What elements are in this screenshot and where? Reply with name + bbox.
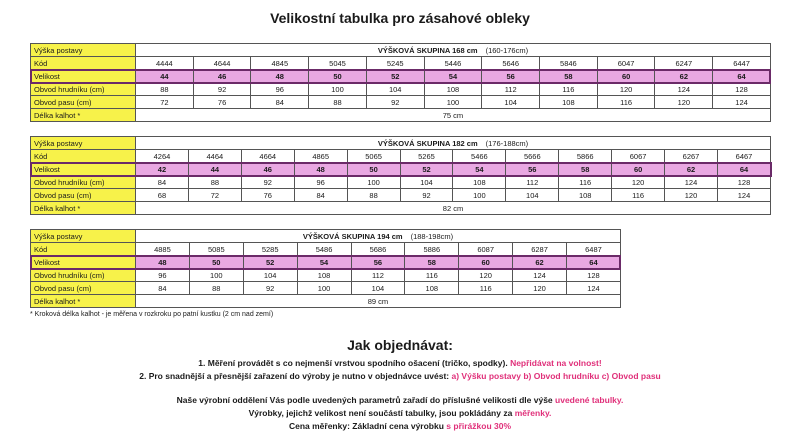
order-line-4-text: Výrobky, jejichž velikost není součástí tabulky, jsou pokládány za [248, 408, 513, 418]
code-cell: 6287 [513, 243, 567, 256]
size-row-label: Velikost [31, 163, 136, 176]
code-cell: 5446 [424, 57, 482, 70]
code-cell: 4845 [251, 57, 309, 70]
height-row-label: Výška postavy [31, 230, 136, 243]
order-line-3-red: uvedené tabulky. [555, 395, 624, 405]
chest-row [31, 269, 621, 282]
size-cell: 42 [136, 163, 189, 176]
pants-row-label: Délka kalhot * [31, 202, 136, 215]
size-cell: 44 [188, 163, 241, 176]
size-table-194 [30, 229, 621, 308]
code-row-label: Kód [31, 243, 136, 256]
chest-cell: 120 [459, 269, 513, 282]
code-row-label: Kód [31, 57, 136, 70]
code-cell: 5666 [506, 150, 559, 163]
chest-cell: 84 [136, 176, 189, 189]
chest-cell: 100 [347, 176, 400, 189]
size-cell: 58 [405, 256, 459, 269]
waist-cell: 124 [713, 96, 771, 109]
waist-cell: 124 [567, 282, 621, 295]
code-cell: 5245 [366, 57, 424, 70]
order-line-5-red: s přirážkou 30% [446, 421, 512, 431]
size-cell: 60 [597, 70, 655, 83]
size-cell: 46 [241, 163, 294, 176]
height-row [31, 137, 771, 150]
chest-cell: 124 [665, 176, 718, 189]
chest-cell: 120 [597, 83, 655, 96]
size-cell: 44 [136, 70, 194, 83]
size-cell: 58 [540, 70, 598, 83]
code-cell: 5466 [453, 150, 506, 163]
waist-cell: 116 [459, 282, 513, 295]
chest-cell: 92 [241, 176, 294, 189]
order-line-3-text: Naše výrobní oddělení Vás podle uvedených parametrů zařadí do příslušné velikosti dle výše [176, 395, 553, 405]
code-row [31, 57, 771, 70]
size-cell: 54 [424, 70, 482, 83]
chest-cell: 88 [188, 176, 241, 189]
size-row [31, 70, 771, 83]
waist-cell: 84 [294, 189, 347, 202]
chest-cell: 112 [506, 176, 559, 189]
size-cell: 46 [193, 70, 251, 83]
height-group-name: VÝŠKOVÁ SKUPINA 168 cm [377, 45, 478, 55]
chest-cell: 108 [297, 269, 351, 282]
waist-cell: 116 [597, 96, 655, 109]
pants-row [31, 202, 771, 215]
chest-cell: 128 [713, 83, 771, 96]
chest-cell: 128 [567, 269, 621, 282]
waist-cell: 84 [136, 282, 190, 295]
chest-cell: 108 [424, 83, 482, 96]
order-line-2 [0, 371, 800, 381]
height-group-range: (176-188cm) [485, 138, 529, 148]
code-cell: 5686 [351, 243, 405, 256]
height-row-label: Výška postavy [31, 44, 136, 57]
pants-length: 89 cm [136, 295, 621, 308]
code-cell: 4444 [136, 57, 194, 70]
waist-cell: 72 [188, 189, 241, 202]
size-cell: 62 [513, 256, 567, 269]
chest-cell: 120 [612, 176, 665, 189]
size-cell: 64 [567, 256, 621, 269]
code-cell: 5045 [309, 57, 367, 70]
code-cell: 6087 [459, 243, 513, 256]
waist-cell: 88 [309, 96, 367, 109]
code-cell: 6067 [612, 150, 665, 163]
code-cell: 6467 [717, 150, 770, 163]
order-line-2-text: 2. Pro snadnější a přesnější zařazení do výroby je nutno v objednávce uvést: [139, 371, 450, 381]
pants-row [31, 109, 771, 122]
height-group [136, 44, 771, 57]
chest-cell: 112 [482, 83, 540, 96]
pants-length: 75 cm [136, 109, 771, 122]
waist-cell: 120 [513, 282, 567, 295]
size-cell: 50 [347, 163, 400, 176]
code-cell: 4644 [193, 57, 251, 70]
waist-cell: 108 [405, 282, 459, 295]
code-cell: 4464 [188, 150, 241, 163]
waist-row [31, 96, 771, 109]
waist-cell: 92 [366, 96, 424, 109]
size-cell: 52 [243, 256, 297, 269]
order-line-3 [0, 395, 800, 405]
chest-cell: 116 [405, 269, 459, 282]
chest-cell: 96 [294, 176, 347, 189]
chest-cell: 124 [655, 83, 713, 96]
pants-row [31, 295, 621, 308]
code-row [31, 243, 621, 256]
chest-cell: 124 [513, 269, 567, 282]
waist-cell: 92 [400, 189, 453, 202]
chest-cell: 128 [717, 176, 770, 189]
waist-cell: 72 [136, 96, 194, 109]
code-cell: 4664 [241, 150, 294, 163]
size-cell: 62 [655, 70, 713, 83]
chest-cell: 108 [453, 176, 506, 189]
waist-cell: 92 [243, 282, 297, 295]
waist-row-label: Obvod pasu (cm) [31, 282, 136, 295]
order-line-4 [0, 408, 800, 418]
waist-cell: 88 [347, 189, 400, 202]
chest-cell: 96 [136, 269, 190, 282]
waist-cell: 116 [612, 189, 665, 202]
height-group [136, 230, 621, 243]
chest-cell: 88 [136, 83, 194, 96]
code-cell: 5846 [540, 57, 598, 70]
size-row [31, 256, 621, 269]
code-cell: 5265 [400, 150, 453, 163]
code-cell: 6247 [655, 57, 713, 70]
waist-cell: 108 [540, 96, 598, 109]
height-row [31, 230, 621, 243]
waist-cell: 100 [424, 96, 482, 109]
code-cell: 5285 [243, 243, 297, 256]
code-cell: 5866 [559, 150, 612, 163]
chest-cell: 96 [251, 83, 309, 96]
chest-row [31, 176, 771, 189]
waist-cell: 120 [665, 189, 718, 202]
waist-cell: 104 [482, 96, 540, 109]
page-title: Velikostní tabulka pro zásahové obleky [270, 10, 530, 26]
size-row [31, 163, 771, 176]
size-table-182 [30, 136, 771, 215]
chest-cell: 112 [351, 269, 405, 282]
waist-cell: 76 [241, 189, 294, 202]
size-cell: 48 [251, 70, 309, 83]
chest-cell: 92 [193, 83, 251, 96]
height-group-name: VÝŠKOVÁ SKUPINA 182 cm [377, 138, 478, 148]
code-cell: 5065 [347, 150, 400, 163]
code-cell: 5886 [405, 243, 459, 256]
code-cell: 6487 [567, 243, 621, 256]
chest-row [31, 83, 771, 96]
size-cell: 54 [297, 256, 351, 269]
pants-row-label: Délka kalhot * [31, 295, 136, 308]
size-cell: 60 [612, 163, 665, 176]
order-line-4-red: měřenky. [514, 408, 552, 418]
waist-cell: 104 [506, 189, 559, 202]
size-cell: 62 [665, 163, 718, 176]
pants-length: 82 cm [136, 202, 771, 215]
waist-cell: 76 [193, 96, 251, 109]
pants-row-label: Délka kalhot * [31, 109, 136, 122]
size-cell: 64 [717, 163, 770, 176]
waist-cell: 104 [351, 282, 405, 295]
footnote: * Kroková délka kalhot - je měřena v rozkroku po patní kustku (2 cm nad zemí) [30, 311, 274, 318]
code-row-label: Kód [31, 150, 136, 163]
waist-row [31, 189, 771, 202]
size-cell: 56 [506, 163, 559, 176]
size-cell: 56 [351, 256, 405, 269]
waist-cell: 124 [717, 189, 770, 202]
waist-cell: 120 [655, 96, 713, 109]
size-cell: 48 [294, 163, 347, 176]
waist-row-label: Obvod pasu (cm) [31, 96, 136, 109]
waist-cell: 108 [559, 189, 612, 202]
chest-cell: 104 [400, 176, 453, 189]
code-cell: 6447 [713, 57, 771, 70]
order-line-1-text: 1. Měření provádět s co nejmenší vrstvou spodního ošacení (tričko, spodky). [198, 358, 508, 368]
size-cell: 50 [189, 256, 243, 269]
code-cell: 5646 [482, 57, 540, 70]
code-cell: 6047 [597, 57, 655, 70]
code-cell: 5085 [189, 243, 243, 256]
chest-cell: 104 [243, 269, 297, 282]
chest-row-label: Obvod hrudníku (cm) [31, 269, 136, 282]
height-row-label: Výška postavy [31, 137, 136, 150]
height-group-range: (160-176cm) [485, 45, 529, 55]
waist-cell: 88 [189, 282, 243, 295]
waist-cell: 100 [453, 189, 506, 202]
size-cell: 64 [713, 70, 771, 83]
code-cell: 4264 [136, 150, 189, 163]
order-line-1-warning: Nepřidávat na volnost! [510, 358, 602, 368]
code-cell: 6267 [665, 150, 718, 163]
size-cell: 48 [136, 256, 190, 269]
chest-cell: 116 [559, 176, 612, 189]
height-group-name: VÝŠKOVÁ SKUPINA 194 cm [302, 231, 403, 241]
order-line-2-params: a) Výšku postavy b) Obvod hrudníku c) Obvod pasu [451, 371, 661, 381]
size-cell: 54 [453, 163, 506, 176]
size-cell: 56 [482, 70, 540, 83]
size-cell: 58 [559, 163, 612, 176]
size-cell: 60 [459, 256, 513, 269]
order-line-5 [0, 421, 800, 431]
height-row [31, 44, 771, 57]
height-group [136, 137, 771, 150]
height-group-range: (188-198cm) [410, 231, 454, 241]
size-row-label: Velikost [31, 70, 136, 83]
order-line-1 [0, 358, 800, 368]
size-cell: 52 [400, 163, 453, 176]
size-row-label: Velikost [31, 256, 136, 269]
waist-row [31, 282, 621, 295]
waist-cell: 68 [136, 189, 189, 202]
waist-cell: 100 [297, 282, 351, 295]
size-table-168 [30, 43, 771, 122]
size-cell: 52 [366, 70, 424, 83]
chest-cell: 116 [540, 83, 598, 96]
code-cell: 4885 [136, 243, 190, 256]
code-cell: 5486 [297, 243, 351, 256]
code-cell: 4865 [294, 150, 347, 163]
order-title: Jak objednávat: [347, 337, 453, 353]
chest-cell: 100 [189, 269, 243, 282]
code-row [31, 150, 771, 163]
waist-row-label: Obvod pasu (cm) [31, 189, 136, 202]
size-cell: 50 [309, 70, 367, 83]
chest-row-label: Obvod hrudníku (cm) [31, 83, 136, 96]
chest-cell: 100 [309, 83, 367, 96]
chest-cell: 104 [366, 83, 424, 96]
waist-cell: 84 [251, 96, 309, 109]
order-line-5-text: Cena měřenky: Základní cena výrobku [288, 421, 444, 431]
chest-row-label: Obvod hrudníku (cm) [31, 176, 136, 189]
